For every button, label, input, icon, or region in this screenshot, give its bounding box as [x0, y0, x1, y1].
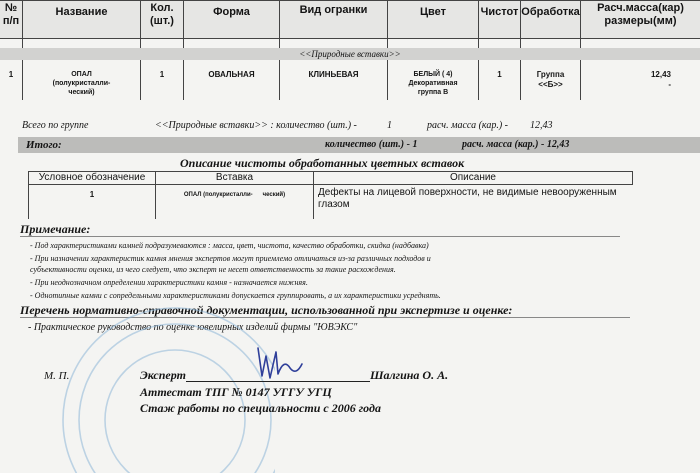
- note-title: Примечание:: [20, 222, 91, 236]
- note-line-1: - Под характеристиками камней подразумеваются : масса, цвет, чистота, качество обработки, скидка (надбавка): [30, 241, 429, 250]
- total-mass: расч. масса (кар.) - 12,43: [462, 139, 570, 150]
- total-label: Итого:: [26, 139, 62, 151]
- group-row-label: <<Природные вставки>>: [299, 49, 401, 59]
- note-line-5: - Однотипные камни с сопредельными характеристиками допускается группировать, а их характеристики усреднять.: [30, 291, 441, 300]
- group-total-group: <<Природные вставки>> : количество (шт.) -: [155, 120, 357, 131]
- row-cut: КЛИНЬЕВАЯ: [308, 70, 359, 79]
- clarity-header-insert: Вставка: [215, 172, 254, 183]
- group-total-line: [22, 120, 553, 131]
- clarity-row-description: Дефекты на лицевой поверхности, не видимые невооруженным глазом: [318, 187, 617, 210]
- col-header-shape: Форма: [213, 6, 250, 18]
- experience: Стаж работы по специальности с 2006 года: [140, 401, 381, 415]
- mp-label: М. П.: [44, 370, 70, 382]
- expert-label: Эксперт: [140, 368, 186, 382]
- col-header-num: № п/п: [2, 2, 20, 27]
- col-header-color: Цвет: [419, 6, 446, 18]
- note-line-2: - При назначении характеристик камня мнения экспертов могут приемлемо отличаться из-за различных подходов и: [30, 254, 431, 263]
- row-color: БЕЛЫЙ ( 4) Декоративная группа В: [408, 71, 458, 96]
- note-line-4: - При неоднозначном определении характеристики камня - назначается нижняя.: [30, 278, 308, 287]
- clarity-row-insert: ОПАЛ (полукристалли- ческий): [183, 192, 286, 198]
- row-qty: 1: [159, 70, 165, 79]
- clarity-header-code: Условное обозначение: [38, 172, 146, 183]
- col-header-mass: Расч.масса(кар) размеры(мм): [597, 2, 684, 27]
- col-header-treatment: Обработка: [521, 6, 580, 18]
- docs-title: Перечень нормативно-справочной документации, использованной при экспертизе и оценке:: [20, 303, 513, 317]
- docs-item: - Практическое руководство по оценке ювелирных изделий фирмы "ЮВЭКС": [28, 322, 358, 333]
- clarity-header-description: Описание: [449, 172, 496, 183]
- row-shape: ОВАЛЬНАЯ: [208, 70, 255, 79]
- row-clarity: 1: [497, 70, 502, 79]
- clarity-row-code: 1: [89, 190, 95, 199]
- row-num: 1: [8, 70, 14, 79]
- group-total-qty: 1: [387, 120, 392, 131]
- group-total-mass: 12,43: [530, 120, 553, 131]
- col-header-qty: Кол. (шт.): [150, 2, 174, 27]
- col-header-cut: Вид огранки: [299, 4, 368, 16]
- group-total-label: Всего по группе: [22, 120, 89, 131]
- group-total-mass-label: расч. масса (кар.) -: [427, 120, 508, 131]
- row-treatment: Группа <<Б>>: [536, 70, 565, 89]
- row-name: ОПАЛ (полукристалли- ческий): [52, 71, 111, 96]
- attestat: Аттестат ТПГ № 0147 УГГУ УГЦ: [140, 385, 332, 399]
- handwritten-signature: [250, 338, 310, 388]
- note-line-3: субъективности оценки, из чего следует, что эксперт не несет ответственность за такие расхождения.: [30, 265, 396, 274]
- col-header-clarity: Чистот: [480, 6, 519, 18]
- row-mass: 12,43 -: [650, 70, 671, 89]
- col-header-name: Название: [55, 6, 108, 18]
- expert-name: Шалгина О. А.: [370, 368, 449, 382]
- clarity-section-title: Описание чистоты обработанных цветных вставок: [180, 156, 465, 170]
- total-qty: количество (шт.) - 1: [325, 139, 418, 150]
